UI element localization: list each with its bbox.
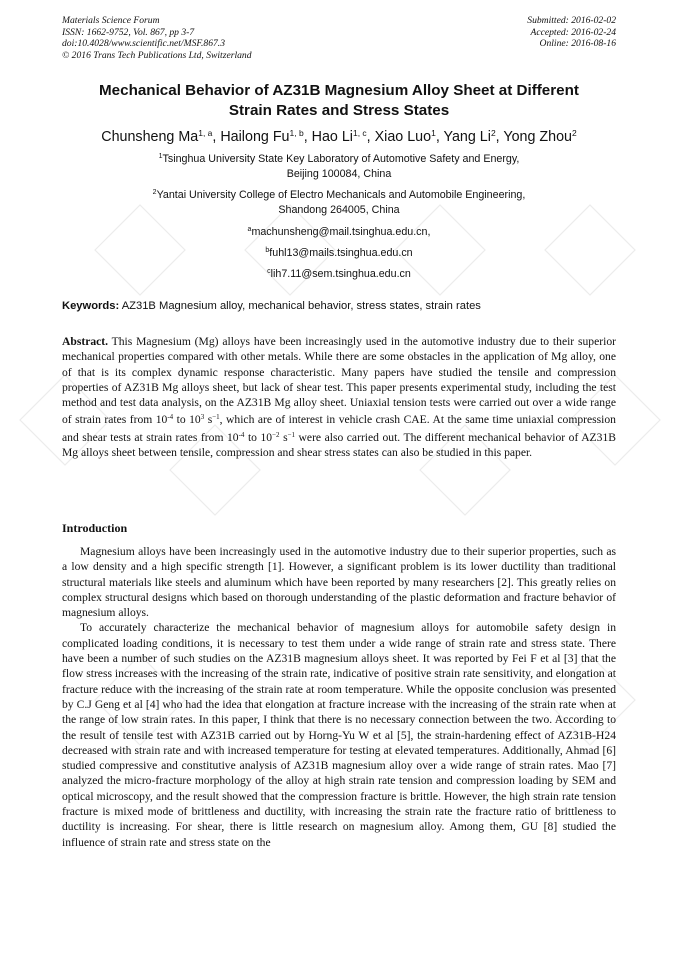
email-c: $^c$lih7.11@sem.tsinghua.edu.cn [267,268,411,280]
keywords [62,299,618,313]
abstract: Abstract. This Magnesium (Mg) alloys have been increasingly used in the automotive industry due to their superior mechanical properties compared with other metals. While there are some obstacles in the application of Mg alloy, one of that is its complex dynamic response characteristic. Many papers have studied the tensile and compression properties of AZ31B Mg alloys sheet, but lack of shear test. This paper presents experimental study, including the test method and test data analysis, on the AZ31B Mg alloy sheet. Uniaxial tension tests were carried out over a wide range of strain rates from $10^{-4}$ to $10^3$ $s^{-1}$, which are of interest in vehicle crash CAE. At the same time uniaxial compression and shear tests at strain rates from $10^{-4}$ to $10^{-2}$ $s^{-1}$ were also carried out. The different mechanical behavior of AZ31B Mg alloys sheet between tensile, compression and shear stress states can also be studied in this paper. [62,335,616,460]
journal-name: Materials Science Forum [62,15,160,26]
author: Xiao Luo$^1$, [374,128,444,145]
keywords-text: AZ31B Magnesium alloy, mechanical behavior, stress states, strain rates [119,300,481,312]
affiliation-2: $^2$Yantai University College of Electro Mechanicals and Automobile Engineering, Shandong 264005, China [152,189,526,216]
paragraph: Magnesium alloys have been increasingly used in the automotive industry due to their superior properties, such as a low density and a high specific strength [1]. However, a significant problem is its lower ductility than traditional structural materials like steels and aluminum which have been reported by many researchers [2]. This greatly relies on complex structural designs which based on thorough understanding of the plastic deformation and fracture behavior of magnesium alloys. [62,545,616,620]
submission-dates [527,15,616,50]
title-line-1: Mechanical Behavior of AZ31B Magnesium Alloy Sheet at Different [99,82,579,99]
author: Hao Li$^{1, c}$, [311,128,375,145]
email-a: $^a$machunsheng@mail.tsinghua.edu.cn, [247,226,431,238]
section-heading-introduction: Introduction [62,521,128,535]
abstract-label: Abstract. [62,335,109,348]
email-b: $^b$fuhl13@mails.tsinghua.edu.cn [265,247,413,259]
title-line-2: Strain Rates and Stress States [228,101,450,119]
author-list [30,124,648,146]
affiliation-1: $^1$Tsinghua University State Key Laboratory of Automotive Safety and Energy, Beijing 100084, China [158,153,520,180]
journal-copyright: © 2016 Trans Tech Publications Ltd, Switzerland [62,49,252,61]
keywords-label: Keywords: [62,300,120,312]
journal-doi: doi:10.4028/www.scientific.net/MSF.867.3 [62,38,225,50]
paragraph: To accurately characterize the mechanical behavior of magnesium alloys for automobile safety design in complicated loading conditions, it is necessary to test them under a wide range of strain rate and stress state. There have been a number of such studies on the AZ31B magnesium alloys sheet. It was reported by Fei F et al [3] that the flow stress increases with the increasing of the strain rate, indicative of positive strain rate sensitivity, and elongation at fracture reduce with the increasing of the strain rate at room temperature. While the opposite conclusion was presented by C.J Geng et al [4] who had the idea that elongation at fracture increase with the increasing of the strain rate when at the range of low strain rates. In this paper, I think that there is no necessary connection between the two. According to the result of tensile test with AZ31B carried out by Horng-Yu W et al [5], the strain-hardening effect of AZ31B-H24 decreased with strain rate and with increased temperature for testing at elevated temperatures. Additionally, Ahmad [6] studied compressive and constitutive analysis of AZ31B magnesium alloy over a wide range of strain rates. Mao [7] analyzed the micro-fracture morphology of the alloy at high strain rate tension and compression loading by SEM and optical microscopy, and the result showed that the compression fracture is brittle. However, the high strain rate tension fracture is mixed mode of brittleness and ductility, with increasing the strain rate the fracture ratio of brittleness to ductility is increasing. For shear, there is little research on magnesium alloy. Among them, GU [8] studied the influence of strain rate and stress state on the [62,621,616,849]
journal-info [62,15,252,61]
date-accepted: Accepted: 2016-02-24 [530,26,616,38]
introduction-body [62,544,616,850]
author: Chunsheng Ma$^{1, a}$, [101,128,221,145]
author: Yong Zhou$^2$ [503,128,577,145]
author: Yang Li$^2$, [443,128,504,145]
paper-title [60,81,618,120]
date-submitted: Submitted: 2016-02-02 [527,15,616,26]
date-online: Online: 2016-08-16 [539,38,616,50]
journal-issn: ISSN: 1662-9752, Vol. 867, pp 3-7 [62,26,195,38]
author: Hailong Fu$^{1, b}$, [220,128,312,145]
